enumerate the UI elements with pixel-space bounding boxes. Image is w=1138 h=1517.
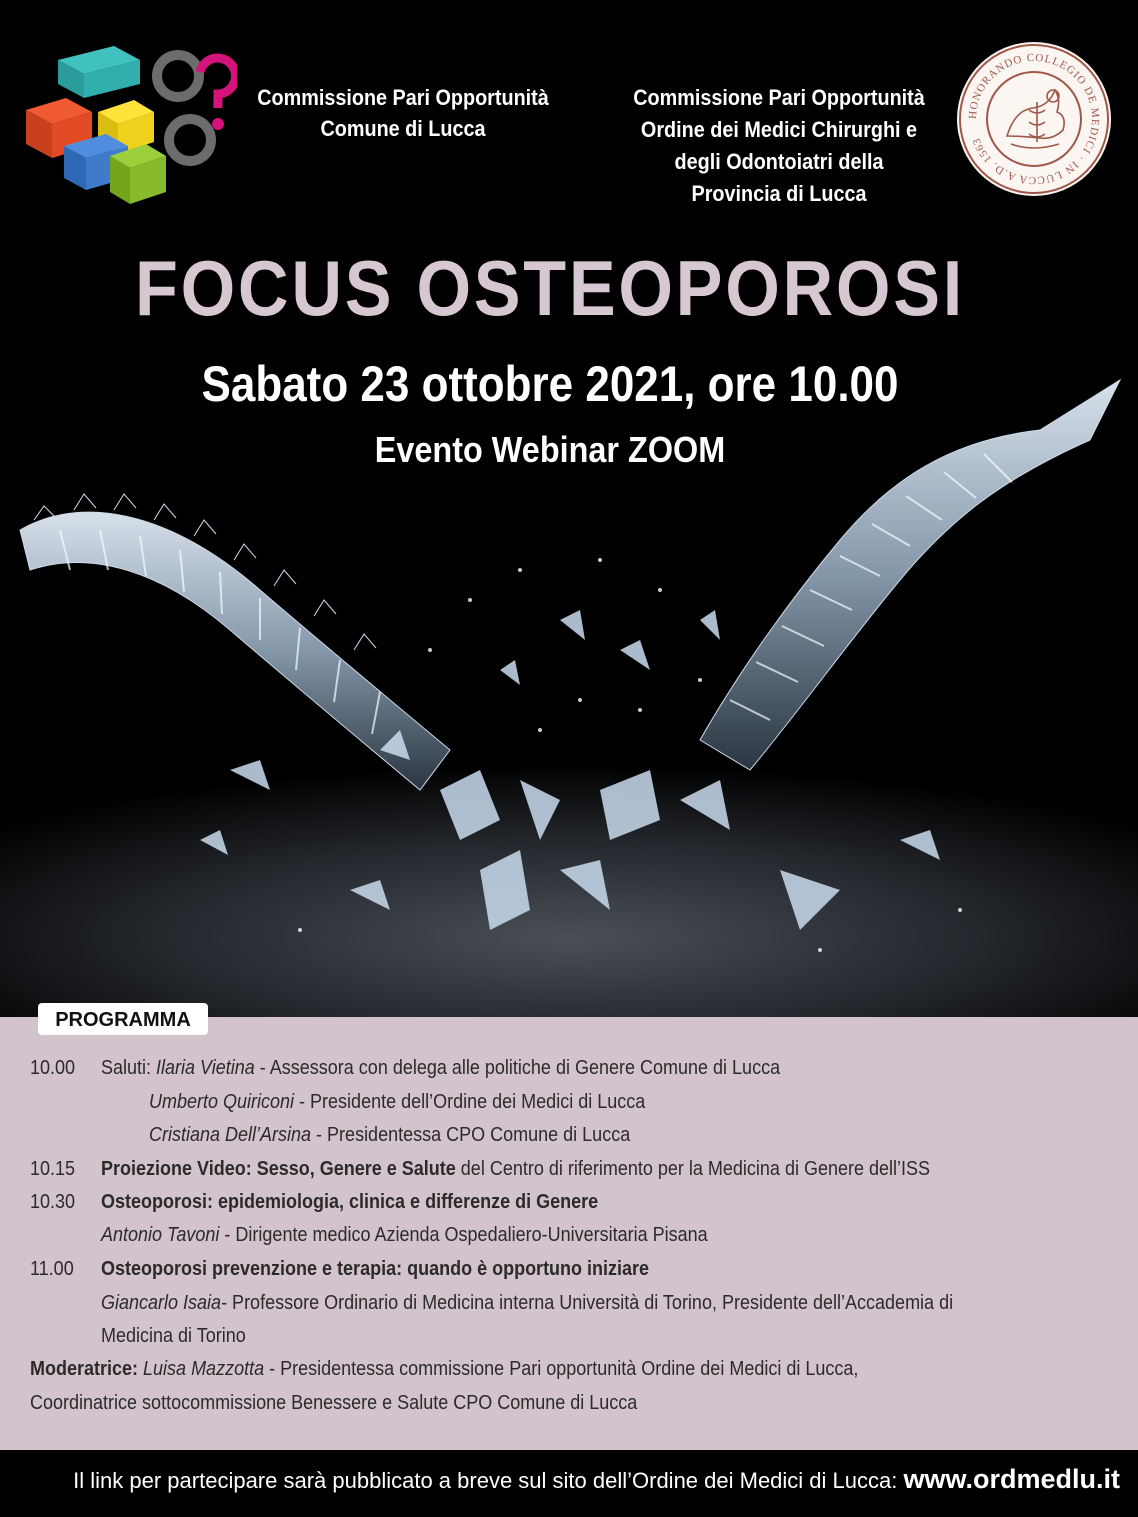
event-title: FOCUS OSTEOPOROSI	[135, 244, 965, 332]
speaker-role: - Assessora con delega alle politiche di Genere Comune di Lucca	[254, 1057, 781, 1079]
event-format: Evento Webinar ZOOM	[374, 429, 726, 470]
programme-row	[101, 1222, 708, 1248]
programme-row	[101, 1156, 930, 1182]
footer-text: Il link per partecipare sarà pubblicato a breve sul sito dell’Ordine dei Medici di Lucca:	[73, 1468, 904, 1493]
programme-time: 10.15	[30, 1158, 76, 1180]
programme-row	[30, 1055, 75, 1081]
speaker-name: Luisa Mazzotta	[143, 1358, 265, 1380]
programme-label: PROGRAMMA	[38, 1003, 208, 1035]
programme-row	[149, 1089, 645, 1115]
programme-row	[101, 1323, 246, 1349]
programme-row	[101, 1256, 649, 1282]
org-right-block	[613, 82, 946, 210]
programme-row	[30, 1256, 74, 1282]
session-title: Osteoporosi: epidemiologia, clinica e differenze di Genere	[101, 1191, 599, 1213]
moderator-label: Moderatrice:	[30, 1358, 144, 1380]
event-date: Sabato 23 ottobre 2021, ore 10.00	[201, 356, 899, 412]
session-title: Proiezione Video: Sesso, Genere e Salute	[101, 1158, 456, 1180]
programme-intro: Saluti:	[101, 1057, 157, 1079]
programme-time: 10.00	[30, 1057, 76, 1079]
org-left-line: Commissione Pari Opportunità	[257, 85, 549, 110]
programme-row	[30, 1356, 858, 1382]
org-right-line: Commissione Pari Opportunità	[633, 85, 925, 110]
speaker-role: - Presidentessa CPO Comune di Lucca	[311, 1124, 631, 1146]
programme-row	[30, 1390, 637, 1416]
speaker-name: Umberto Quiriconi	[149, 1091, 295, 1113]
speaker-name: Antonio Tavoni	[101, 1224, 220, 1246]
speaker-role: - Professore Ordinario di Medicina interna Università di Torino, Presidente dell’Accademia di	[221, 1292, 954, 1314]
footer-note	[0, 1463, 1120, 1497]
speaker-name: Ilaria Vietina	[156, 1057, 255, 1079]
medical-college-seal-icon	[955, 40, 1113, 198]
speaker-name: Cristiana Dell’Arsina	[149, 1124, 312, 1146]
session-detail: del Centro di riferimento per la Medicina di Genere dell’ISS	[455, 1158, 931, 1180]
website-link[interactable]: www.ordmedlu.it	[903, 1464, 1120, 1494]
org-left-block	[253, 82, 554, 144]
cpo-logo	[22, 28, 237, 208]
speaker-role: - Presidente dell’Ordine dei Medici di Lucca	[294, 1091, 646, 1113]
cpo-symbol-icon	[157, 55, 236, 161]
speaker-role: - Presidentessa commissione Pari opportunità Ordine dei Medici di Lucca,	[264, 1358, 859, 1380]
session-title: Osteoporosi prevenzione e terapia: quando è opportuno iniziare	[101, 1258, 650, 1280]
programme-time: 11.00	[30, 1258, 74, 1280]
org-right-line: Provincia di Lucca	[691, 181, 867, 206]
programme-row	[149, 1122, 630, 1148]
programme-row	[101, 1290, 953, 1316]
org-right-line: degli Odontoiatri della	[674, 149, 884, 174]
org-right-line: Ordine dei Medici Chirurghi e	[640, 117, 918, 142]
programme-time: 10.30	[30, 1191, 76, 1213]
programme-row	[101, 1189, 598, 1215]
seal-text: HONORANDO COLLEGIO DE MEDICI · IN LUCCA A.D. 1563	[966, 51, 1102, 187]
programme-row	[30, 1189, 75, 1215]
programme-row	[101, 1055, 780, 1081]
speaker-role: Medicina di Torino	[101, 1325, 246, 1347]
lego-blocks-icon	[26, 46, 166, 204]
speaker-role: Coordinatrice sottocommissione Benessere e Salute CPO Comune di Lucca	[30, 1392, 638, 1414]
speaker-name: Giancarlo Isaia	[101, 1292, 222, 1314]
programme-row	[30, 1156, 75, 1182]
speaker-role: - Dirigente medico Azienda Ospedaliero-Universitaria Pisana	[219, 1224, 708, 1246]
org-left-line: Comune di Lucca	[320, 116, 486, 141]
